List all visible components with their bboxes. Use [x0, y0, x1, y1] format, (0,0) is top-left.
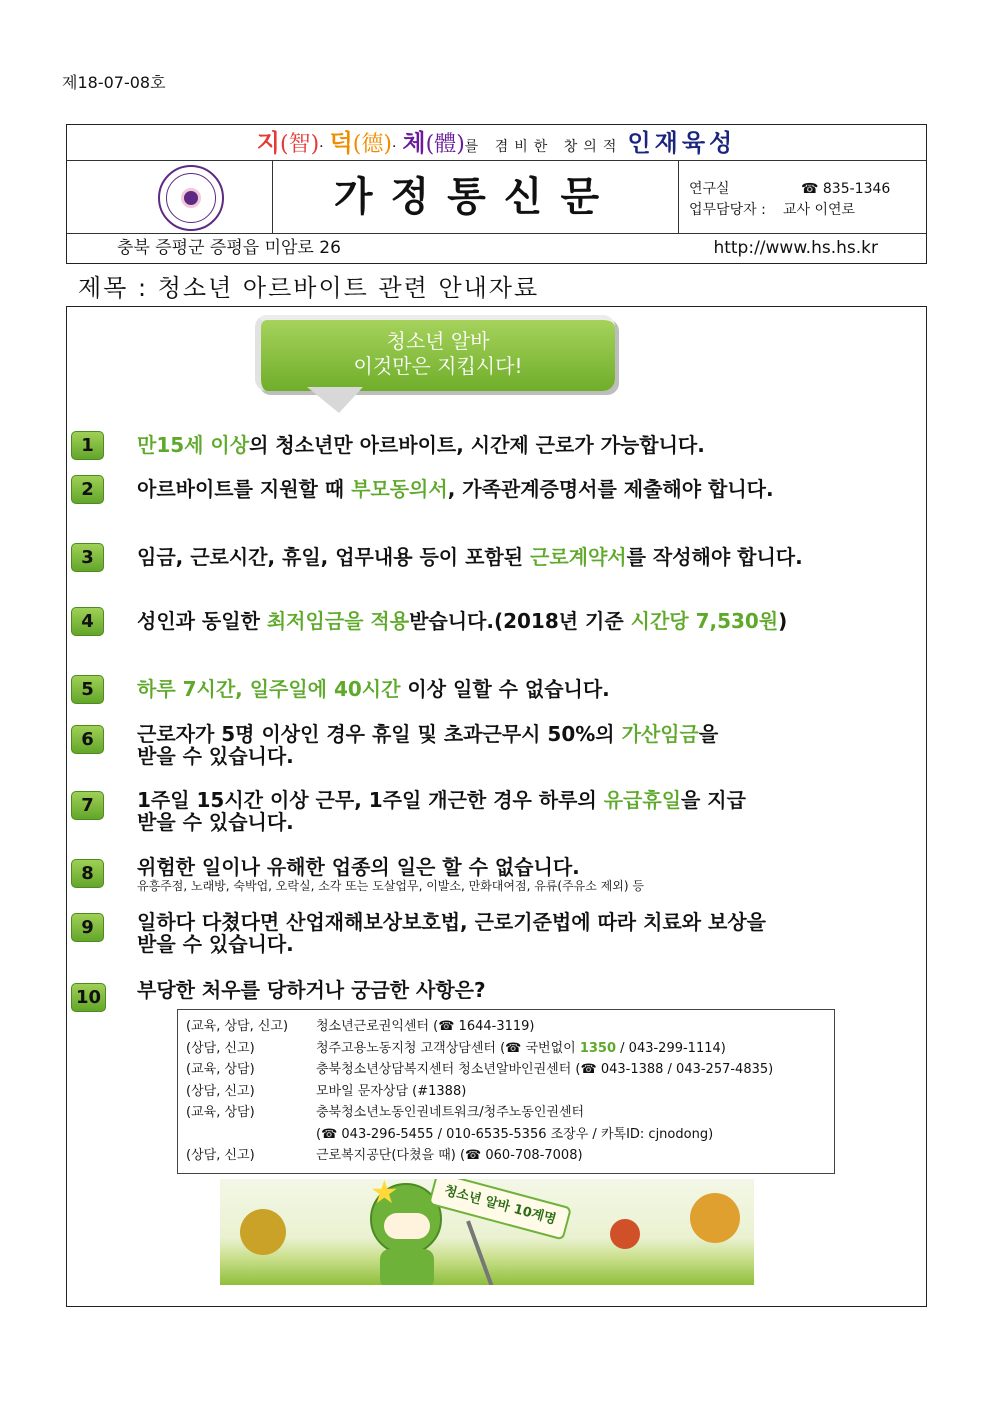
motto-deok: 덕: [329, 128, 353, 157]
document-number: 제18-07-08호: [62, 73, 166, 92]
mascot-sign: 청소년 알바 10계명: [428, 1179, 572, 1241]
text: , 가족관계증명서를 제출해야 합니다.: [447, 477, 774, 501]
item-text: [137, 911, 877, 955]
contact-tag: (상담, 신고): [186, 1083, 255, 1099]
contact-info: 충북청소년상담복지센터 청소년알바인권센터 (☎ 043-1388 / 043-257-4835): [316, 1062, 774, 1077]
text: 받을 수 있습니다.: [137, 810, 294, 834]
motto-end: 인재육성: [627, 128, 737, 157]
motto-ji: 지: [256, 128, 280, 157]
item-text: [137, 723, 877, 767]
tree-icon: [610, 1219, 640, 1249]
staff-contact-row: [689, 200, 928, 221]
subject-line: 제목 : 청소년 아르바이트 관련 안내자료: [78, 274, 540, 302]
bubble-line-2: 이것만은 지킵시다!: [353, 354, 523, 378]
item-number-badge: 2: [71, 475, 104, 504]
text: ): [778, 609, 788, 633]
motto-dot: ·: [391, 139, 403, 155]
item-text: [137, 478, 877, 500]
mascot-illustration: [220, 1179, 754, 1285]
contact-info: (☎ 043-296-5455 / 010-6535-5356 조장우 / 카톡ID: cjnodong): [316, 1126, 714, 1142]
text: 받을 수 있습니다.: [137, 932, 294, 956]
lab-phone: ☎ 835-1346: [801, 181, 891, 197]
staff-label: 업무담당자 :: [689, 202, 766, 218]
highlight: 만15세 이상: [137, 433, 250, 457]
highlight: 근로계약서: [530, 545, 627, 569]
highlight: 시간당 7,530원: [630, 609, 779, 633]
mascot-face-icon: [384, 1213, 430, 1239]
motto-middle: 를 겸비한 창의적: [464, 139, 623, 155]
help-contacts-table: [177, 1009, 835, 1174]
contact-info: 모바일 문자상담 (#1388): [316, 1083, 467, 1099]
text: 받습니다.(2018년 기준: [409, 609, 631, 633]
text: / 043-299-1114): [616, 1040, 726, 1056]
text: 일하다 다쳤다면 산업재해보상보호법, 근로기준법에 따라 치료와 보상을: [137, 910, 766, 934]
school-address: 충북 증평군 증평읍 미암로 26: [117, 238, 341, 258]
item-text: [137, 856, 877, 893]
text: 1주일 15시간 이상 근무, 1주일 개근한 경우 하루의: [137, 788, 604, 812]
contact-tag: (교육, 상담): [186, 1105, 255, 1120]
headline-bubble: [255, 315, 615, 391]
text: 을: [698, 722, 719, 746]
item-number-badge: 10: [71, 983, 106, 1012]
bubble-tail: [307, 387, 363, 413]
lab-label: 연구실: [689, 181, 730, 197]
mascot-body-icon: [380, 1249, 434, 1285]
contact-row: [186, 1059, 834, 1081]
page-title: 가정통신문: [273, 161, 679, 234]
text: 아르바이트를 지원할 때: [137, 477, 352, 501]
staff-name: 교사 이연로: [783, 202, 856, 218]
school-url[interactable]: http://www.hs.hs.kr: [713, 238, 878, 258]
letterhead: [66, 124, 927, 264]
text: 임금, 근로시간, 휴일, 업무내용 등이 포함된: [137, 545, 531, 569]
text: 받을 수 있습니다.: [137, 744, 294, 768]
contact-row: [186, 1016, 834, 1038]
contact-info: [316, 1038, 726, 1060]
item-number-badge: 3: [71, 543, 104, 572]
contact-row: [186, 1081, 834, 1103]
contact-tag: (상담, 신고): [186, 1040, 255, 1056]
text: 성인과 동일한: [137, 609, 267, 633]
sign-pole: [466, 1220, 494, 1285]
star-icon: ★: [370, 1179, 399, 1211]
item-note: 유흥주점, 노래방, 숙박업, 오락실, 소각 또는 도살업무, 이발소, 만화대여점, 유류(주유소 제외) 등: [137, 879, 644, 893]
contact-row: [186, 1038, 834, 1060]
tree-icon: [690, 1193, 740, 1243]
item-text: [137, 678, 877, 700]
text: 을 지급: [681, 788, 746, 812]
highlight: 가산임금: [621, 722, 699, 746]
item-text: [137, 610, 877, 632]
school-motto: [67, 125, 926, 161]
motto-ji-hanja: (智): [279, 132, 320, 157]
text: 를 작성해야 합니다.: [626, 545, 803, 569]
highlight: 하루 7시간, 일주일에 40시간: [137, 677, 401, 701]
motto-che-hanja: (體): [425, 132, 465, 157]
item-number-badge: 6: [71, 725, 104, 754]
lab-contact-row: [689, 179, 928, 200]
item-text: [137, 546, 877, 568]
contact-info: 충북청소년노동인권네트워크/청주노동인권센터: [316, 1105, 585, 1120]
contact-row: [186, 1124, 834, 1146]
title-row: [67, 161, 926, 234]
logo-core: [181, 188, 201, 208]
header-contact: [679, 161, 928, 234]
text: 근로자가 5명 이상인 경우 휴일 및 초과근무시 50%의: [137, 722, 622, 746]
motto-dot: ·: [319, 139, 330, 155]
text: 부당한 처우를 당하거나 궁금한 사항은?: [137, 978, 486, 1002]
tree-icon: [240, 1209, 286, 1255]
school-logo-icon: [158, 165, 224, 231]
highlight: 최저임금을 적용: [266, 609, 410, 633]
text: 위험한 일이나 유해한 업종의 일은 할 수 없습니다.: [137, 855, 580, 879]
logo-cell: [67, 161, 273, 234]
address-row: [67, 234, 926, 265]
item-number-badge: 7: [71, 791, 104, 820]
text: 청주고용노동지청 고객상담센터 (☎ 국번없이: [316, 1040, 580, 1056]
item-text: [137, 434, 877, 456]
text: 이상 일할 수 없습니다.: [400, 677, 610, 701]
highlight: 부모동의서: [351, 477, 448, 501]
contact-info: 청소년근로권익센터 (☎ 1644-3119): [316, 1019, 535, 1034]
item-text: [137, 789, 877, 833]
contact-row: [186, 1102, 834, 1124]
contact-tag: (교육, 상담): [186, 1062, 255, 1077]
item-number-badge: 9: [71, 913, 104, 942]
contact-tag: (상담, 신고): [186, 1148, 255, 1163]
highlight: 1350: [579, 1040, 617, 1056]
motto-che: 체: [402, 128, 426, 157]
text: 의 청소년만 아르바이트, 시간제 근로가 가능합니다.: [249, 433, 705, 457]
item-number-badge: 5: [71, 675, 104, 704]
motto-deok-hanja: (德): [352, 132, 392, 157]
item-number-badge: 4: [71, 607, 104, 636]
bubble-line-1: 청소년 알바: [386, 329, 490, 353]
item-text: [137, 979, 877, 1001]
contact-info: 근로복지공단(다쳤을 때) (☎ 060-708-7008): [316, 1148, 583, 1163]
highlight: 유급휴일: [603, 788, 682, 812]
item-number-badge: 8: [71, 859, 104, 888]
contact-row: [186, 1145, 834, 1167]
item-number-badge: 1: [71, 431, 104, 460]
contact-tag: (교육, 상담, 신고): [186, 1019, 289, 1034]
notice-body: [66, 306, 927, 1307]
